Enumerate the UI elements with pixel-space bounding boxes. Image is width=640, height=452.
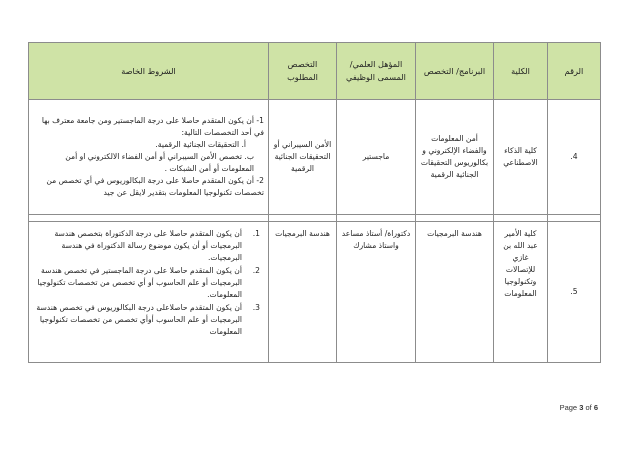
header-qualification: المؤهل العلمي/المسمى الوظيفي (337, 43, 416, 100)
header-specialization: التخصص المطلوب (269, 43, 337, 100)
list-item (33, 302, 264, 338)
row-specialization: الأمن السيبراني أو التحقيقات الجنائية الرقمية (269, 100, 337, 215)
row-number: 4. (548, 100, 601, 215)
condition-line: ب. تخصص الأمن السيبراني أو أمن الفضاء الالكتروني او أمن المعلومات أو أمن الشبكات . (65, 152, 254, 173)
header-number: الرقم (548, 43, 601, 100)
jobs-table (28, 42, 601, 363)
header-conditions: الشروط الخاصة (29, 43, 269, 100)
header-program: البرنامج/ التخصص (416, 43, 494, 100)
row-specialization: هندسة البرمجيات (269, 222, 337, 363)
row-separator (29, 215, 601, 222)
page-footer (560, 403, 598, 412)
row-program: هندسة البرمجيات (416, 222, 494, 363)
of-word: of (585, 403, 592, 412)
list-number: 1. (252, 229, 260, 238)
page-current: 3 (579, 403, 584, 412)
header-college: الكلية (494, 43, 548, 100)
list-text: أن يكون المتقدم حاصلاعلى درجة البكالوريوس في تخصص هندسة البرمجيات أو علم الحاسوب أوأي تخصص من تخصصات تكنولوجيا المعلومات (36, 303, 242, 336)
page-total: 6 (593, 403, 598, 412)
list-text: أن يكون المتقدم حاصلا على درجة الماجستير في تخصص هندسة البرمجيات أو علم الحاسوب أو أي تخصص من تخصصات تكنولوجيا المعلومات. (37, 266, 242, 299)
row-college: كلية الأمير عبد الله بن غازي للإتصالات وتكنولوجيا المعلومات (494, 222, 548, 363)
row-qualification: ماجستير (337, 100, 416, 215)
list-item (33, 265, 264, 301)
list-number: 2. (252, 266, 260, 275)
list-number: 3. (252, 303, 260, 312)
list-item (33, 228, 264, 264)
list-text: أن يكون المتقدم حاصلا على درجة الدكتوراة بتخصص هندسة البرمجيات أو أن يكون موضوع رسالة الدكتوراة في هندسة البرمجيات. (54, 229, 242, 262)
row-college: كلية الذكاء الاصطناعي (494, 100, 548, 215)
row-qualification: دكتوراة/ أستاذ مساعد واستاذ مشارك (337, 222, 416, 363)
row-conditions (29, 222, 269, 363)
row-conditions (29, 100, 269, 215)
table-header-row (29, 43, 601, 100)
table-row (29, 100, 601, 215)
table-row (29, 222, 601, 363)
row-number: 5. (548, 222, 601, 363)
page-word: Page (559, 403, 578, 412)
row-program: أمن المعلومات والفضاء الإلكتروني و بكالوريوس التحقيقات الجنائية الرقمية (416, 100, 494, 215)
condition-line: 1- أن يكون المتقدم حاصلا على درجة الماجستير ومن جامعة معترف بها في أحد التخصصات التالية: (41, 116, 264, 137)
condition-line: 2- أن يكون المتقدم حاصلا على درجة البكالوريوس في أي تخصص من تخصصات تكنولوجيا المعلومات بتقدير لايقل عن جيد (46, 176, 264, 197)
condition-line: أ. التحقيقات الجنائية الرقمية. (155, 140, 246, 149)
